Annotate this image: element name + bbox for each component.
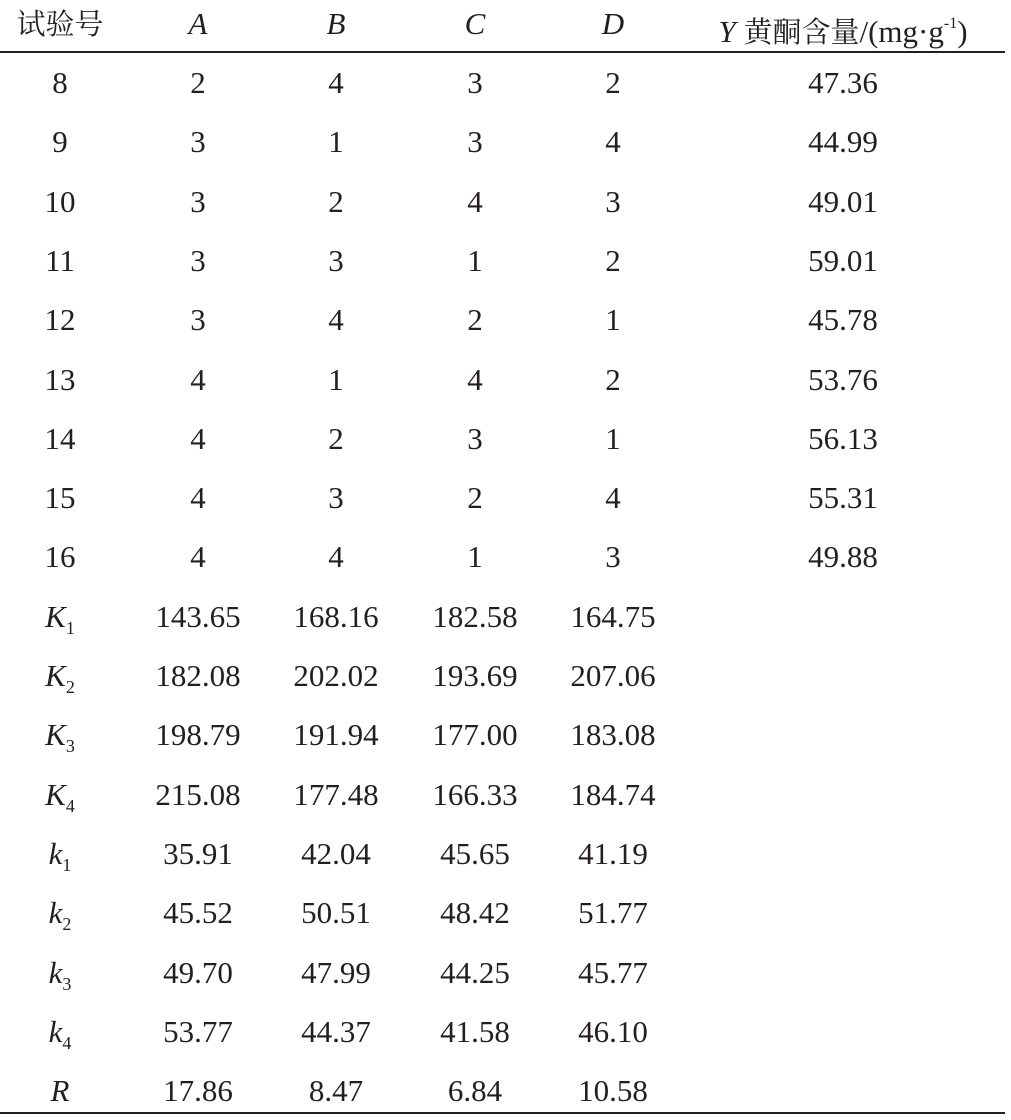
- stat-factor-d-cell: 46.10: [578, 1013, 648, 1049]
- stat-label-cell: [0, 587, 120, 646]
- flavonoid-content-cell: 59.01: [808, 242, 878, 278]
- factor-d-level-cell: 2: [605, 242, 621, 278]
- flavonoid-content-cell: 49.88: [808, 539, 878, 575]
- stat-subscript: 4: [62, 1032, 72, 1053]
- table-row: [0, 350, 1011, 409]
- factor-a-level-cell: 3: [190, 302, 206, 338]
- stat-label-cell: [0, 943, 120, 1002]
- flavonoid-content-cell: 56.13: [808, 420, 878, 456]
- stat-factor-d-cell: 184.74: [570, 776, 656, 812]
- factor-b-level-cell: 3: [328, 480, 344, 516]
- factor-d-level-cell: 2: [605, 65, 621, 100]
- factor-c-level-cell: 2: [467, 302, 483, 338]
- table-row: [0, 646, 1011, 705]
- stat-factor-b-cell: 202.02: [293, 658, 379, 693]
- table-row: [0, 527, 1011, 586]
- stat-subscript: 2: [62, 914, 72, 935]
- stat-subscript: 3: [65, 736, 75, 757]
- factor-c-level-cell: 4: [467, 361, 483, 397]
- stat-factor-a-cell: 143.65: [155, 598, 241, 634]
- factor-d-level-cell: 1: [605, 302, 621, 338]
- stat-factor-c-cell: 41.58: [440, 1013, 510, 1049]
- stat-factor-b-cell: 191.94: [293, 717, 379, 753]
- stat-factor-a-cell: 215.08: [155, 776, 241, 812]
- stat-subscript: 3: [62, 973, 72, 994]
- stat-factor-d-cell: 41.19: [578, 835, 648, 871]
- factor-a-level-cell: 2: [190, 65, 206, 100]
- table-row: [0, 172, 1011, 231]
- table-row: [0, 705, 1011, 764]
- stat-factor-d-cell: 183.08: [570, 717, 656, 753]
- stat-factor-a-cell: 17.86: [163, 1073, 233, 1109]
- table-row: [0, 943, 1011, 1002]
- factor-b-level-cell: 3: [328, 242, 344, 278]
- header-flavonoid-content: [693, 0, 993, 52]
- stat-factor-c-cell: 45.65: [440, 835, 510, 871]
- factor-c-level-cell: 2: [467, 480, 483, 516]
- factor-c-level-cell: 3: [467, 65, 483, 100]
- stat-label-cell: [0, 883, 120, 942]
- stat-subscript: 1: [62, 854, 72, 875]
- flavonoid-content-cell: 44.99: [808, 124, 878, 160]
- trial-number-cell: 11: [45, 242, 75, 278]
- stat-factor-b-cell: 50.51: [301, 895, 371, 931]
- table-row: [0, 231, 1011, 290]
- stat-factor-d-cell: 45.77: [578, 954, 648, 990]
- stat-label-cell: [0, 705, 120, 764]
- stat-factor-a-cell: 49.70: [163, 954, 233, 990]
- stat-factor-a-cell: 182.08: [155, 658, 241, 693]
- factor-b-level-cell: 2: [328, 420, 344, 456]
- table-row: [0, 883, 1011, 942]
- factor-d-level-cell: 4: [605, 480, 621, 516]
- stat-symbol: K: [45, 598, 66, 634]
- header-y-unit-close: ): [957, 14, 968, 49]
- header-y-unit-open: /(mg·g: [859, 14, 944, 49]
- flavonoid-content-cell: 45.78: [808, 302, 878, 338]
- stat-label-cell: [0, 824, 120, 883]
- trial-number-cell: 16: [44, 539, 76, 575]
- factor-d-level-cell: 3: [605, 183, 621, 219]
- factor-d-level-cell: 1: [605, 420, 621, 456]
- table-row: [0, 112, 1011, 171]
- table-row: [0, 409, 1011, 468]
- factor-b-level-cell: 4: [328, 65, 344, 100]
- stat-factor-c-cell: 48.42: [440, 895, 510, 931]
- flavonoid-content-cell: 47.36: [808, 65, 878, 100]
- factor-b-level-cell: 4: [328, 539, 344, 575]
- stat-symbol: k: [48, 895, 63, 931]
- stat-factor-d-cell: 164.75: [570, 598, 656, 634]
- table-row: [0, 468, 1011, 527]
- stat-symbol: k: [48, 1013, 63, 1049]
- stat-symbol: R: [50, 1073, 70, 1109]
- factor-a-level-cell: 3: [190, 183, 206, 219]
- header-y-symbol: Y: [718, 14, 736, 49]
- factor-a-level-cell: 3: [190, 124, 206, 160]
- header-factor-d: D: [601, 6, 625, 41]
- stat-factor-a-cell: 198.79: [155, 717, 241, 753]
- table-row: [0, 290, 1011, 349]
- factor-a-level-cell: 4: [190, 420, 206, 456]
- stat-factor-d-cell: 207.06: [570, 658, 656, 693]
- stat-factor-b-cell: 44.37: [301, 1013, 371, 1049]
- factor-b-level-cell: 2: [328, 183, 344, 219]
- stat-factor-c-cell: 193.69: [432, 658, 518, 693]
- factor-d-level-cell: 3: [605, 539, 621, 575]
- flavonoid-content-cell: 55.31: [808, 480, 878, 516]
- stat-factor-b-cell: 8.47: [308, 1073, 364, 1109]
- trial-number-cell: 10: [44, 183, 76, 219]
- stat-factor-d-cell: 51.77: [578, 895, 648, 931]
- trial-number-cell: 12: [44, 302, 76, 338]
- trial-number-cell: 8: [52, 65, 68, 100]
- stat-symbol: k: [48, 954, 63, 990]
- bottom-rule: [0, 1112, 1005, 1114]
- factor-c-level-cell: 3: [467, 124, 483, 160]
- stat-factor-c-cell: 6.84: [447, 1073, 503, 1109]
- factor-c-level-cell: 4: [467, 183, 483, 219]
- factor-c-level-cell: 1: [467, 539, 483, 575]
- trial-number-cell: 9: [52, 124, 68, 160]
- stat-factor-b-cell: 177.48: [293, 776, 379, 812]
- factor-c-level-cell: 3: [467, 420, 483, 456]
- stat-factor-b-cell: 168.16: [293, 598, 379, 634]
- stat-factor-b-cell: 42.04: [301, 835, 371, 871]
- stat-factor-c-cell: 182.58: [432, 598, 518, 634]
- flavonoid-content-cell: 53.76: [808, 361, 878, 397]
- stat-factor-b-cell: 47.99: [301, 954, 371, 990]
- trial-number-cell: 15: [44, 480, 76, 516]
- stat-symbol: k: [48, 835, 63, 871]
- header-factor-c: C: [464, 6, 486, 41]
- header-trial-number: 试验号: [16, 7, 104, 41]
- stat-symbol: K: [45, 717, 66, 753]
- factor-a-level-cell: 4: [190, 539, 206, 575]
- factor-a-level-cell: 3: [190, 242, 206, 278]
- stat-factor-a-cell: 35.91: [163, 835, 233, 871]
- stat-factor-c-cell: 177.00: [432, 717, 518, 753]
- factor-b-level-cell: 1: [328, 361, 344, 397]
- stat-label-cell: [0, 646, 120, 705]
- stat-subscript: 4: [65, 795, 75, 816]
- stat-factor-d-cell: 10.58: [578, 1073, 648, 1109]
- stat-subscript: 1: [65, 617, 75, 638]
- factor-c-level-cell: 1: [467, 242, 483, 278]
- table-row: [0, 765, 1011, 824]
- header-factor-a: A: [188, 6, 208, 41]
- stat-symbol: K: [45, 776, 66, 812]
- trial-number-cell: 14: [44, 420, 76, 456]
- stat-factor-a-cell: 53.77: [163, 1013, 233, 1049]
- header-y-unit-exponent: -1: [943, 15, 958, 32]
- trial-number-cell: 13: [44, 361, 76, 397]
- table-row: [0, 824, 1011, 883]
- factor-a-level-cell: 4: [190, 361, 206, 397]
- stat-factor-a-cell: 45.52: [163, 895, 233, 931]
- factor-d-level-cell: 2: [605, 361, 621, 397]
- stat-symbol: K: [45, 658, 66, 693]
- factor-d-level-cell: 4: [605, 124, 621, 160]
- stat-factor-c-cell: 44.25: [440, 954, 510, 990]
- stat-label-cell: [0, 765, 120, 824]
- header-factor-b: B: [326, 6, 346, 41]
- header-y-name: 黄酮含量: [743, 15, 860, 49]
- table-row: [0, 1002, 1011, 1061]
- factor-b-level-cell: 1: [328, 124, 344, 160]
- flavonoid-content-cell: 49.01: [808, 183, 878, 219]
- table-row: [0, 587, 1011, 646]
- table-header-row: [0, 0, 1011, 52]
- stat-factor-c-cell: 166.33: [432, 776, 518, 812]
- factor-a-level-cell: 4: [190, 480, 206, 516]
- factor-b-level-cell: 4: [328, 302, 344, 338]
- stat-subscript: 2: [65, 677, 75, 697]
- stat-label-cell: [0, 1002, 120, 1061]
- table-row: [0, 53, 1011, 112]
